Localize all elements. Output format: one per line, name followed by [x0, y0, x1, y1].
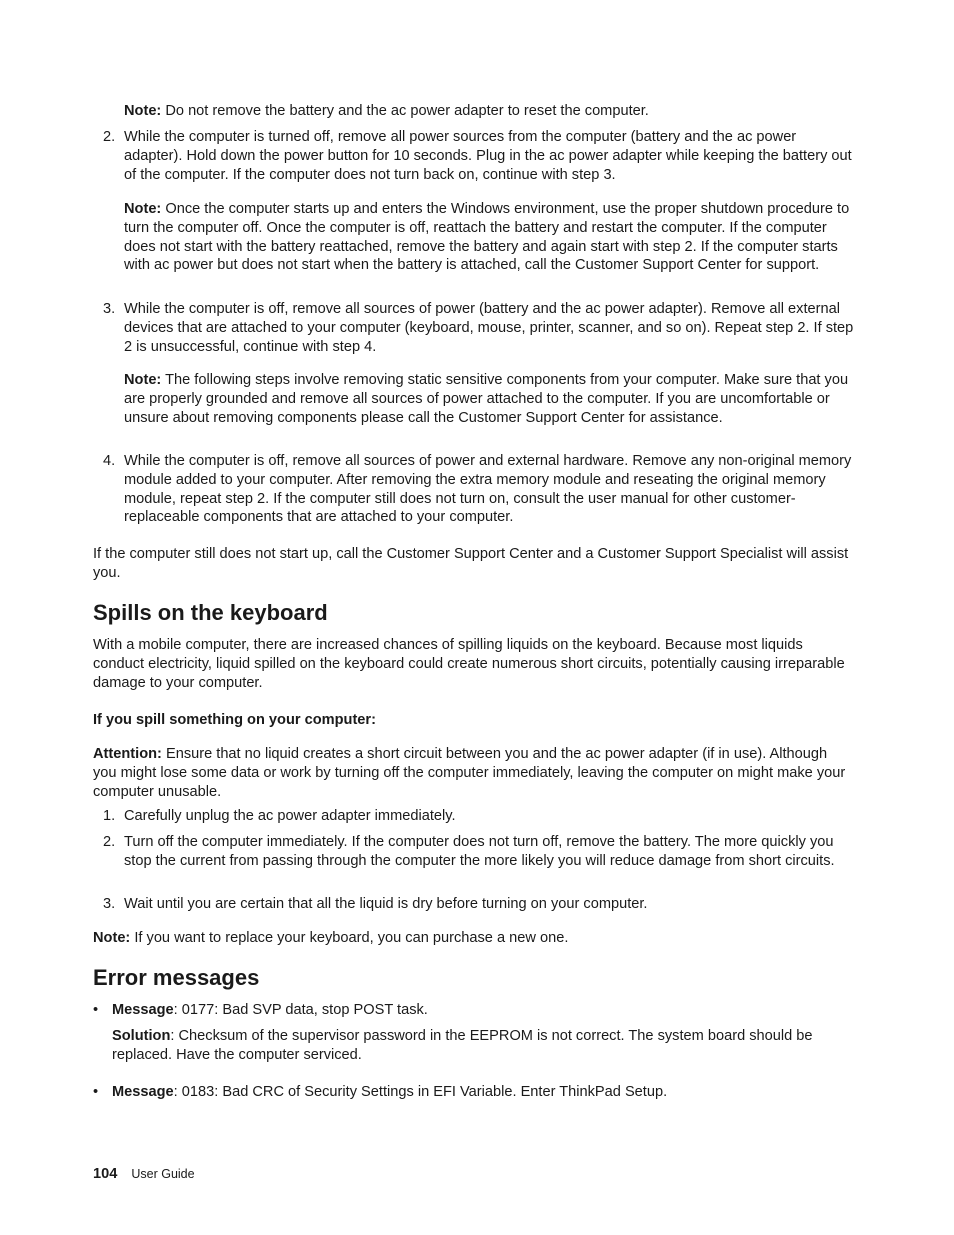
error-item-0177: • Message: 0177: Bad SVP data, stop POST task.: [93, 1002, 428, 1018]
list-item-spill-2: [93, 833, 854, 871]
list-item-step-2: [93, 128, 854, 184]
spills-subheading: If you spill something on your computer:: [93, 712, 376, 728]
list-number: 3.: [103, 896, 116, 912]
note-text: If you want to replace your keyboard, you can purchase a new one.: [134, 930, 569, 946]
list-number: 3.: [103, 301, 116, 317]
note-reset: [124, 102, 854, 121]
note-label: Note:: [93, 930, 131, 946]
message-label: Message: [112, 1084, 174, 1100]
note-text: The following steps involve removing static sensitive components from your computer. Make sure that you are properly grounded and remove all sources of power attached to the computer. If you are uncomfortable or unsure about removing components please call the Customer Support Center for assistance.: [124, 372, 849, 426]
note-keyboard: [93, 929, 853, 948]
list-text: While the computer is off, remove all sources of power and external hardware. Remove any non-original memory module added to your computer. After removing the extra memory module and reseating the original memory module, repeat step 2. If the computer still does not turn on, consult the user manual for other customer-replaceable components that are attached to your computer.: [124, 453, 852, 526]
attention-text: Ensure that no liquid creates a short circuit between you and the ac power adapter (if in use). Although you might lose some data or work by turning off the computer immediately, leaving the computer on might make your computer unusable.: [93, 746, 846, 800]
note-step-2: [124, 200, 854, 275]
list-number: 1.: [103, 808, 116, 824]
spills-intro: With a mobile computer, there are increased chances of spilling liquids on the keyboard. Because most liquids conduct electricity, liquid spilled on the keyboard could create numerous short circuits, potentially causing irreparable damage to your computer.: [93, 637, 845, 691]
note-label: Note:: [124, 201, 162, 217]
bullet-icon: •: [93, 1084, 99, 1100]
solution-0177: Solution: Checksum of the supervisor password in the EEPROM is not correct. The system board should be replaced. Have the computer serviced.: [112, 1028, 813, 1063]
list-item-step-4: [93, 452, 854, 527]
list-text: Wait until you are certain that all the liquid is dry before turning on your computer.: [124, 896, 648, 912]
list-number: 4.: [103, 453, 116, 469]
message-text: 0177: Bad SVP data, stop POST task.: [181, 1002, 428, 1018]
note-step-3: [124, 371, 854, 427]
section-heading-spills: Spills on the keyboard: [93, 600, 328, 625]
note-text: Do not remove the battery and the ac power adapter to reset the computer.: [165, 103, 649, 119]
list-text: Turn off the computer immediately. If the computer does not turn off, remove the battery. The more quickly you stop the current from passing through the computer the more likely you will reduce damage from short circuits.: [124, 834, 835, 869]
list-text: While the computer is off, remove all sources of power (battery and the ac power adapter). Remove all external devices that are attached to your computer (keyboard, mouse, printer, scanner, and so on). Repeat step 2. If step 2 is unsuccessful, continue with step 4.: [124, 301, 854, 355]
note-label: Note:: [124, 372, 162, 388]
solution-text: Checksum of the supervisor password in the EEPROM is not correct. The system board should be replaced. Have the computer serviced.: [112, 1028, 813, 1063]
list-item-spill-3: [93, 895, 854, 914]
page-footer: [93, 1166, 195, 1182]
list-number: 2.: [103, 834, 116, 850]
list-item-spill-1: [93, 807, 854, 826]
bullet-icon: •: [93, 1002, 99, 1018]
note-label: Note:: [124, 103, 162, 119]
message-text: 0183: Bad CRC of Security Settings in EFI Variable. Enter ThinkPad Setup.: [181, 1084, 668, 1100]
section-heading-errors: Error messages: [93, 965, 260, 990]
list-number: 2.: [103, 129, 116, 145]
list-item-step-3: [93, 300, 854, 356]
list-text: While the computer is turned off, remove all power sources from the computer (battery and the ac power adapter). Hold down the power button for 10 seconds. Plug in the ac power adapter while keeping the battery out of the computer. If the computer does not turn back on, continue with step 3.: [124, 129, 852, 183]
message-label: Message: [112, 1002, 174, 1018]
closing-paragraph: If the computer still does not start up, call the Customer Support Center and a Customer Support Specialist will assist you.: [93, 546, 849, 581]
solution-label: Solution: [112, 1028, 171, 1044]
error-item-0183: • Message: 0183: Bad CRC of Security Settings in EFI Variable. Enter ThinkPad Setup.: [93, 1084, 668, 1100]
footer-title: User Guide: [131, 1167, 195, 1181]
page-number: 104: [93, 1166, 118, 1182]
attention-paragraph: [93, 745, 853, 801]
note-text: Once the computer starts up and enters the Windows environment, use the proper shutdown procedure to turn the computer off. Once the computer is off, reattach the battery and restart the computer. If the computer does not start with the battery reattached, remove the battery and again start with step 2. If the computer starts with ac power but does not start when the battery is attached, call the Customer Support Center for support.: [124, 201, 850, 274]
list-text: Carefully unplug the ac power adapter immediately.: [124, 808, 456, 824]
attention-label: Attention:: [93, 746, 162, 762]
